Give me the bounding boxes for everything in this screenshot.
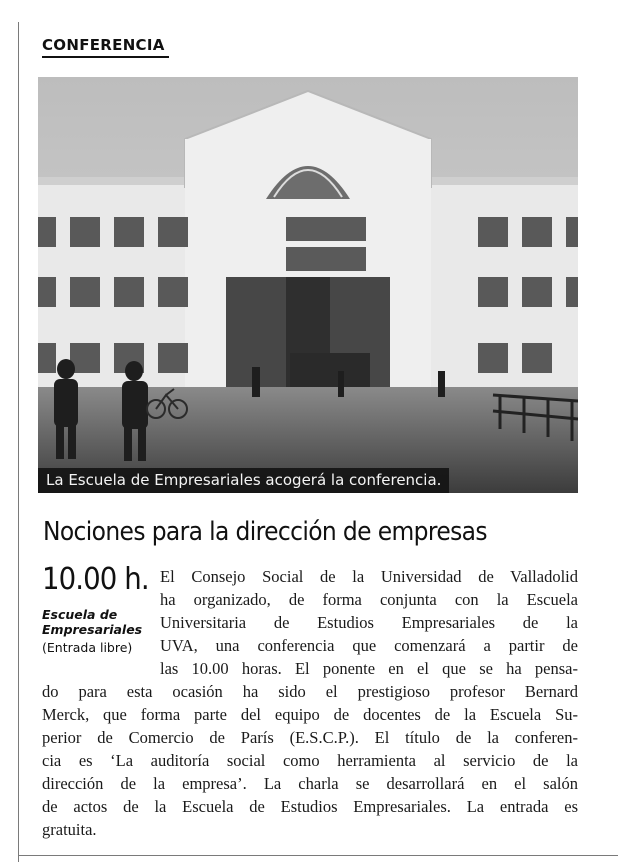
body-line: UVA, una conferencia que comenzará a partir de <box>160 636 578 655</box>
body-line: Merck, que forma parte del equipo de docentes de la Escuela Su- <box>42 705 578 724</box>
body-line: las 10.00 horas. El ponente en el que se ha pensa- <box>160 659 578 678</box>
page-frame-bottom <box>18 855 618 856</box>
photo-caption: La Escuela de Empresariales acogerá la conferencia. <box>38 468 449 493</box>
body-line: ha organizado, de forma conjunta con la Escuela <box>160 590 578 609</box>
venue-line: Empresariales <box>42 622 143 637</box>
event-time: 10.00 h. <box>42 562 149 597</box>
body-line: do para esta ocasión ha sido el prestigioso profesor Bernard <box>42 682 578 701</box>
body-line: Universitaria de Estudios Empresariales de la <box>160 613 578 632</box>
section-underline <box>42 56 169 58</box>
headline: Nociones para la dirección de empresas <box>43 517 487 547</box>
building-photo <box>38 77 578 493</box>
entry-note: (Entrada libre) <box>42 640 133 655</box>
venue-line: Escuela de <box>42 607 118 622</box>
body-line: cia es ‘La auditoría social como herramienta al servicio de la <box>42 751 578 770</box>
body-line: perior de Comercio de París (E.S.C.P.). El título de la conferen- <box>42 728 578 747</box>
body-line: dirección de la empresa’. La charla se desarrollará en el salón <box>42 774 578 793</box>
section-label: CONFERENCIA <box>42 36 165 54</box>
body-line: El Consejo Social de la Universidad de Valladolid <box>160 567 578 586</box>
body-line: gratuita. <box>42 820 97 839</box>
body-line: de actos de la Escuela de Estudios Empresariales. La entrada es <box>42 797 578 816</box>
event-venue <box>42 607 142 637</box>
page-frame-left <box>18 22 19 862</box>
